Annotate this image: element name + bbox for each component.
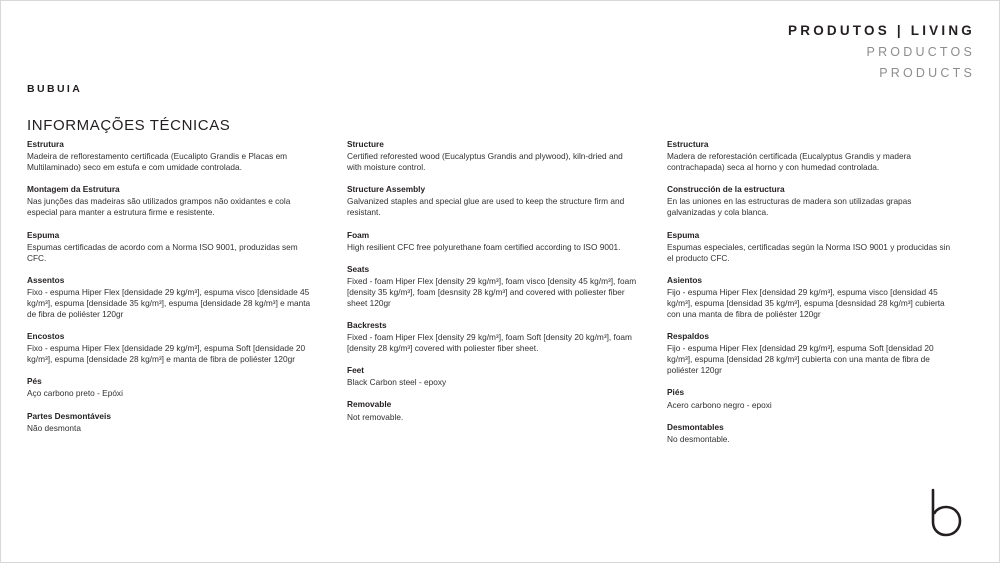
spec-block-body: Aço carbono preto - Epóxi [27, 388, 123, 399]
spec-block-body: Fixo - espuma Hiper Flex [densidade 29 kg/m³], espuma Soft [densidade 20 kg/m³], espuma [densidade 28 kg/m³] e manta de fibra de poliéster 120gr [27, 343, 306, 365]
spec-block [347, 399, 637, 422]
product-name: BUBUIA [27, 83, 83, 95]
spec-block-body: Fijo - espuma Hiper Flex [densidad 29 kg/m³], espuma visco [densidad 45 kg/m³], espuma [densidad 35 kg/m³], espuma [desnsidad 28 kg/m³] cubierta con una manta de fibra de poliéster 120gr [667, 286, 945, 319]
spec-block [27, 376, 317, 399]
spec-block-title: Foam [347, 229, 370, 240]
spec-block [27, 411, 317, 434]
spec-block-title: Estrutura [27, 139, 64, 149]
spec-block-title: Assentos [27, 274, 65, 285]
spec-block-title: Respaldos [667, 331, 709, 342]
spec-block [667, 275, 957, 320]
spec-block-body: Nas junções das madeiras são utilizados grampos não oxidantes e cola especial para manter a estrutura firme e resistente. [27, 196, 291, 218]
spec-block-body: Madera de reforestación certificada (Eucalyptus Grandis y madera contrachapada) seca al horno y con humedad controlada. [667, 151, 911, 173]
spec-block-title: Estructura [667, 139, 709, 149]
spec-block-title: Montagem da Estrutura [27, 184, 120, 195]
spec-block-body: Espumas certificadas de acordo com a Norma ISO 9001, produzidas sem CFC. [27, 241, 298, 263]
spec-block [667, 184, 957, 218]
spec-block-body: Madeira de reflorestamento certificada (Eucalipto Grandis e Placas em Multilaminado) seco em estufa e com umidade controlada. [27, 151, 288, 173]
spec-block-body: Not removable. [347, 411, 404, 422]
spec-columns [27, 139, 979, 456]
spec-block-body: Espumas especiales, certificadas según la Norma ISO 9001 y producidas sin el producto CFC. [667, 241, 951, 263]
spec-block-body: Fixo - espuma Hiper Flex [densidade 29 kg/m³], espuma visco [densidade 45 kg/m³], espuma [densidade 35 kg/m³], espuma [densidade 28 kg/m³] e manta de fibra de poliéster 120gr [27, 286, 311, 319]
spec-block [347, 184, 637, 218]
spec-block [347, 264, 637, 309]
spec-block-title: Asientos [667, 274, 703, 285]
spec-block-title: Structure [347, 139, 384, 149]
spec-block-body: Galvanized staples and special glue are used to keep the structure firm and resistant. [347, 196, 625, 218]
spec-column-es [667, 139, 957, 456]
spec-block-body: En las uniones en las estructuras de madera son utilizadas grapas galvanizadas y cola blanca. [667, 196, 912, 218]
spec-block-title: Partes Desmontáveis [27, 410, 111, 421]
spec-block [667, 139, 957, 173]
spec-block-body: Black Carbon steel - epoxy [347, 377, 447, 388]
spec-block [667, 331, 957, 376]
spec-block [667, 387, 957, 410]
spec-block [667, 230, 957, 264]
spec-block [667, 422, 957, 445]
spec-block-body: Fijo - espuma Hiper Flex [densidad 29 kg/m³], espuma Soft [densidad 20 kg/m³], espuma [densidad 28 kg/m³] cubierta con una manta de fibra de poliéster 120gr [667, 343, 934, 376]
spec-block-title: Piés [667, 387, 685, 398]
page-title: INFORMAÇÕES TÉCNICAS [27, 117, 231, 134]
spec-block-title: Feet [347, 365, 365, 376]
spec-column-en [347, 139, 637, 456]
spec-block-body: Acero carbono negro - epoxi [667, 399, 772, 410]
spec-block [27, 275, 317, 320]
header-title-pt: PRODUTOS | LIVING [788, 23, 975, 38]
spec-block-title: Backrests [347, 320, 387, 330]
spec-block-body: Não desmonta [27, 422, 81, 433]
spec-block-body: Fixed - foam Hiper Flex [density 29 kg/m³], foam Soft [density 20 kg/m³], foam [density 28 kg/m³] covered with poliester fiber sheet. [347, 332, 632, 354]
spec-column-pt [27, 139, 317, 456]
spec-block [27, 230, 317, 264]
page-header [788, 23, 975, 80]
spec-block [347, 230, 637, 253]
header-title-en: PRODUCTS [879, 66, 975, 80]
spec-block-title: Espuma [27, 229, 60, 240]
spec-block [27, 139, 317, 173]
header-title-es: PRODUCTOS [866, 45, 975, 59]
spec-block-body: Certified reforested wood (Eucalyptus Grandis and plywood), kiln-dried and with moisture control. [347, 151, 623, 173]
spec-block-body: Fixed - foam Hiper Flex [density 29 kg/m³], foam visco [density 45 kg/m³], foam [density 35 kg/m³], foam [desnsity 28 kg/m³] and covered with poliester fiber sheet 120gr [347, 275, 637, 308]
spec-block-title: Structure Assembly [347, 184, 426, 195]
spec-block-title: Removable [347, 399, 392, 410]
spec-block [347, 320, 637, 354]
spec-block-title: Pés [27, 376, 42, 387]
spec-block [347, 365, 637, 388]
spec-block [27, 184, 317, 218]
spec-block-title: Seats [347, 263, 370, 274]
spec-block-body: High resilient CFC free polyurethane foam certified according to ISO 9001. [347, 241, 621, 252]
spec-block-title: Encostos [27, 331, 65, 342]
spec-block [347, 139, 637, 173]
spec-block-title: Construcción de la estructura [667, 184, 785, 195]
b-monogram-logo [923, 488, 965, 540]
spec-block-title: Desmontables [667, 421, 724, 432]
spec-block-body: No desmontable. [667, 433, 730, 444]
spec-block-title: Espuma [667, 229, 700, 240]
spec-block [27, 331, 317, 365]
